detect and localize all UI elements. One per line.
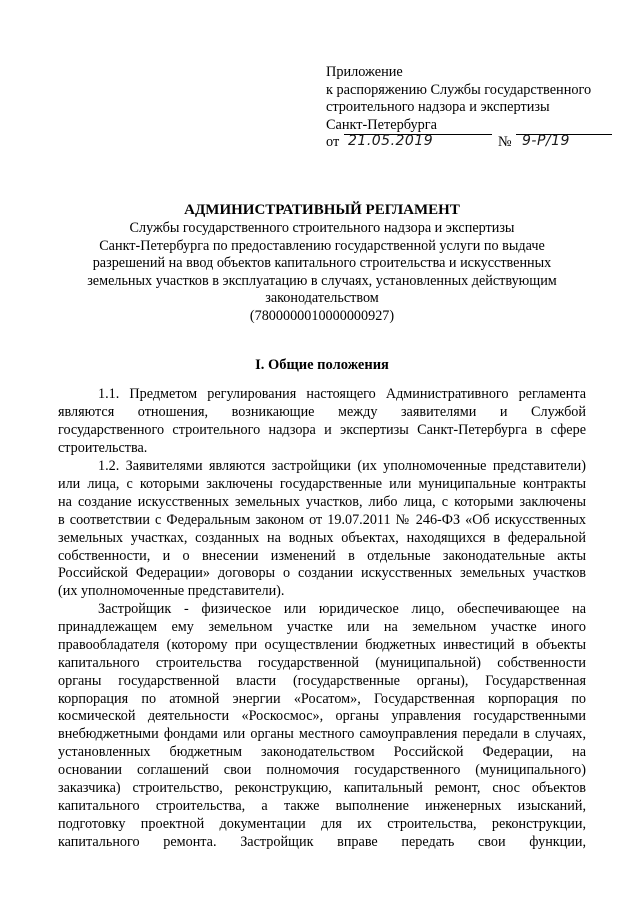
text-line: (их уполномоченные представители). <box>58 583 285 600</box>
appendix-label: Приложение <box>326 64 403 80</box>
subtitle-line: законодательством <box>265 290 379 307</box>
number-prefix: № <box>498 134 512 151</box>
paragraph-developer <box>58 601 586 852</box>
text-line: основании соглашений свои полномочия государственного (муниципального) <box>58 762 586 779</box>
text-line: 1.1. Предметом регулирования настоящего Административного регламента <box>98 386 586 402</box>
text-line: органы государственной власти (государственные органы), Государственная <box>58 672 586 689</box>
text-line: капитального строительства, а также выполнение инженерных изысканий, <box>58 797 586 814</box>
text-line: установленных бюджетным законодательством Российской Федерации, на <box>58 744 586 761</box>
paragraph-1-2 <box>58 458 586 601</box>
text-line: капитального ремонта. Застройщик вправе передать свои функции, <box>58 833 586 850</box>
document-title: АДМИНИСТРАТИВНЫЙ РЕГЛАМЕНТ <box>184 202 460 218</box>
date-prefix: от <box>326 134 340 151</box>
text-line: космической деятельности «Роскосмос», органы управления государственными <box>58 708 586 725</box>
subtitle-line: (7800000010000000927) <box>249 307 395 324</box>
text-line: собственности, и о внесении изменений в отдельные законодательные акты <box>58 547 586 564</box>
document-subtitle <box>58 220 586 326</box>
text-line: внебюджетными фондами или органы местного самоуправления передали в случаях, <box>58 726 586 743</box>
text-line: корпорация по атомной энергии «Росатом», Государственная корпорация по <box>58 690 586 707</box>
text-line: государственного строительного надзора и экспертизы Санкт-Петербурга в сфере <box>58 421 586 438</box>
text-line: в соответствии с Федеральным законом от 19.07.2011 № 246-ФЗ «Об искусственных <box>58 511 586 528</box>
appendix-agency-line: строительного надзора и экспертизы <box>326 99 550 116</box>
subtitle-line: Службы государственного строительного надзора и экспертизы <box>129 220 515 236</box>
text-line: Российской Федерации» договоры о создании искусственных земельных участков <box>58 565 586 582</box>
text-line: 1.2. Заявителями являются застройщики (их уполномоченные представители) <box>98 458 586 474</box>
text-line: на создание искусственных земельных участков, либо лица, с которыми заключены <box>58 493 586 510</box>
text-line: принадлежащем ему земельном участке или на земельном участке иного <box>58 618 586 635</box>
paragraph-1-1 <box>58 386 586 458</box>
text-line: или лица, с которыми заключены государственные или муниципальные контракты <box>58 475 586 492</box>
text-line: подготовку проектной документации для их строительства, реконструкции, <box>58 815 586 832</box>
appendix-city-line: Санкт-Петербурга <box>326 116 437 133</box>
text-line: заказчика) строительство, реконструкцию, капитальный ремонт, снос объектов <box>58 780 586 797</box>
appendix-header <box>326 64 626 152</box>
handwritten-date: 21.05.2019 <box>348 133 434 150</box>
text-line: Застройщик - физическое или юридическое лицо, обеспечивающее на <box>98 601 586 617</box>
text-line: являются отношения, возникающие между заявителями и Службой <box>58 403 586 420</box>
subtitle-line: земельных участков в эксплуатацию в случаях, установленных действующим <box>87 272 557 289</box>
date-number-row <box>326 134 626 152</box>
subtitle-line: разрешений на ввод объектов капитального строительства и искусственных <box>92 255 552 272</box>
text-line: капитального строительства государственной (муниципальной) собственности <box>58 654 586 671</box>
text-line: земельных участках, созданных на водных объектах, находящихся в федеральной <box>58 529 586 546</box>
handwritten-number: 9-Р/19 <box>522 133 570 150</box>
text-line: строительства. <box>58 439 148 456</box>
text-line: правообладателя (которому при осуществлении бюджетных инвестиций в объекты <box>58 636 586 653</box>
appendix-order-line: к распоряжению Службы государственного <box>326 81 592 98</box>
subtitle-line: Санкт-Петербурга по предоставлению государственной услуги по выдаче <box>99 237 545 254</box>
section-heading: I. Общие положения <box>255 357 389 373</box>
